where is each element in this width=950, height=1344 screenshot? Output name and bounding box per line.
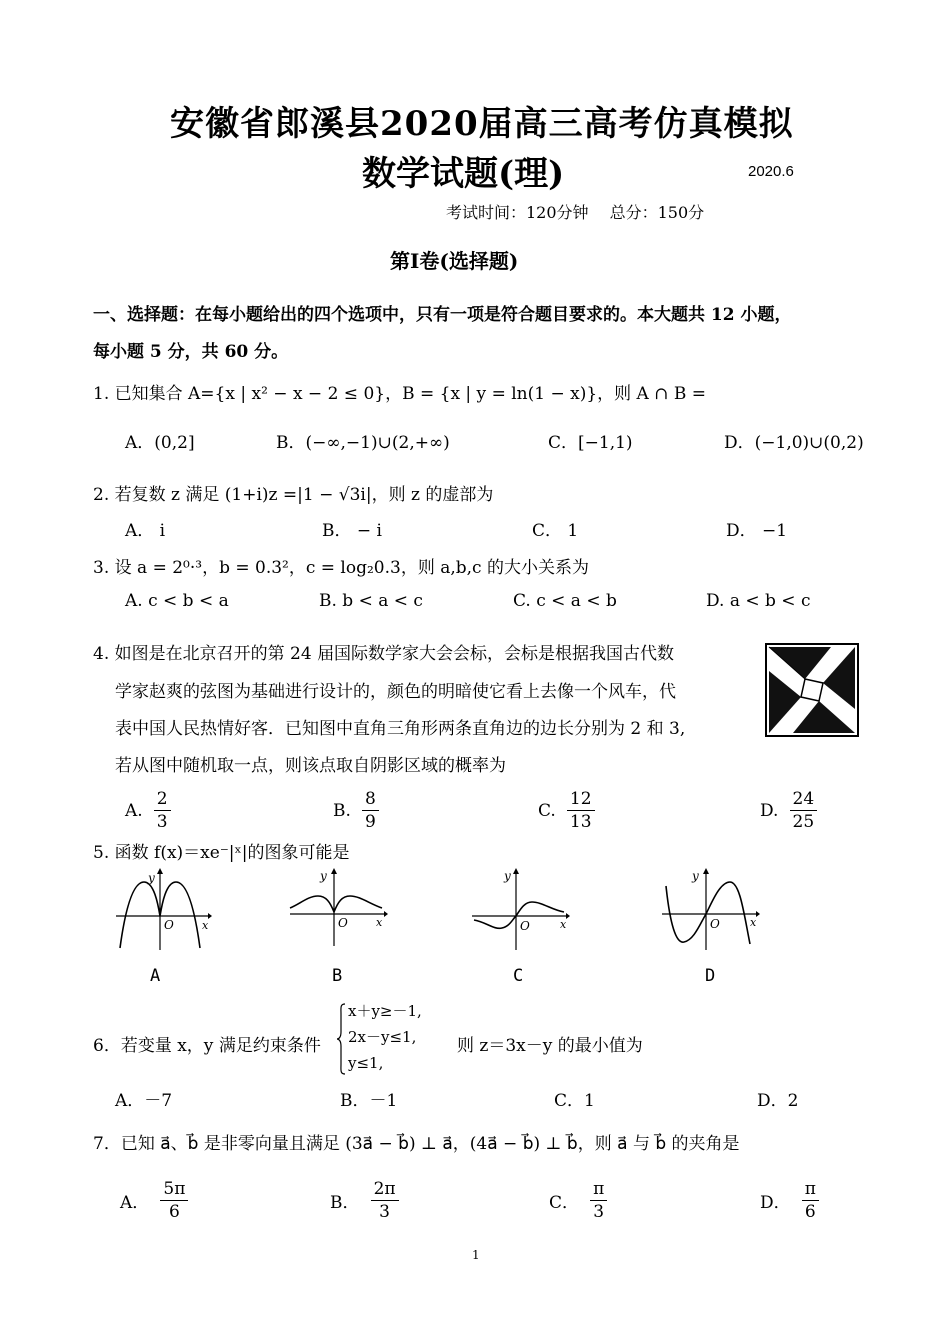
question-4-line-2: 学家赵爽的弦图为基础进行设计的，颜色的明暗使它看上去像一个风车，代 (115, 682, 676, 702)
question-5-label-c: C (513, 966, 524, 986)
question-5-graph-c (470, 864, 570, 954)
question-7-option-c: C． $\frac{\pi}{3}$ (549, 1178, 607, 1223)
graph-c-y-label: y (504, 869, 511, 883)
graph-a-x-label: x (202, 919, 209, 932)
question-6-brace (336, 1002, 346, 1076)
question-4-line-3: 表中国人民热情好客．已知图中直角三角形两条直角边的边长分别为 2 和 3, (115, 719, 686, 739)
question-3-option-b: B. b < a < c (319, 591, 423, 611)
question-1-option-b: B．(−∞,−1)∪(2,+∞) (276, 433, 450, 453)
question-2-option-a: A． i (125, 521, 166, 541)
question-1-option-d: D．(−1,0)∪(0,2) (724, 433, 864, 453)
question-6-option-d: D．2 (757, 1091, 799, 1111)
question-5-label-a: A (150, 966, 161, 986)
question-4-option-b: B. $\frac{8}{9}$ (333, 788, 379, 833)
question-2-stem: 2. 若复数 z 满足 (1+i)z =|1 − √3i|，则 z 的虚部为 (93, 485, 494, 505)
question-6-prefix: 6．若变量 x，y 满足约束条件 (93, 1036, 321, 1056)
graph-b-y-label: y (320, 869, 327, 883)
question-7-option-d: D． $\frac{\pi}{6}$ (760, 1178, 819, 1223)
icm-pinwheel-figure (765, 643, 859, 737)
question-7-stem: 7．已知 a⃗、b⃗ 是非零向量且满足 (3a⃗ − b⃗) ⊥ a⃗，(4a⃗ − b⃗) ⊥ b⃗，则 a⃗ 与 b⃗ 的夹角是 (93, 1134, 740, 1154)
question-5-stem: 5. 函数 f(x)＝xe⁻|ˣ|的图象可能是 (93, 843, 350, 863)
question-2-option-d: D． −1 (726, 521, 788, 541)
question-4-option-d: D. $\frac{24}{25}$ (760, 788, 817, 833)
question-6-constraint-3: y≤1, (348, 1054, 384, 1072)
question-6-option-b: B．－1 (340, 1091, 398, 1111)
document-subtitle: 数学试题(理) (362, 154, 565, 194)
question-6-option-c: C．1 (554, 1091, 595, 1111)
pinwheel-inner-square (801, 679, 823, 701)
exam-info: 考试时间：120分钟 总分：150分 (446, 203, 705, 222)
graph-b-x-label: x (376, 916, 383, 929)
question-3-stem: 3. 设 a = 2⁰·³，b = 0.3²，c = log₂0.3，则 a,b,c 的大小关系为 (93, 558, 589, 578)
instructions-line-2: 每小题 5 分，共 60 分。 (93, 342, 289, 362)
question-1-option-a: A．(0,2] (125, 433, 195, 453)
question-1-option-c: C．[−1,1) (548, 433, 633, 453)
section-title: 第Ⅰ卷(选择题) (390, 249, 519, 273)
exam-date: 2020.6 (748, 163, 794, 180)
graph-d-x-label: x (750, 916, 757, 929)
question-2-option-b: B． − i (322, 521, 382, 541)
question-7-option-b: B． $\frac{2\pi}{3}$ (330, 1178, 399, 1223)
question-3-option-d: D. a < b < c (706, 591, 811, 611)
question-6-constraint-2: 2x－y≤1, (348, 1028, 417, 1046)
question-4-line-1: 4. 如图是在北京召开的第 24 届国际数学家大会会标，会标是根据我国古代数 (93, 644, 675, 664)
question-2-option-c: C． 1 (532, 521, 579, 541)
question-1-stem: 1. 已知集合 A={x | x² − x − 2 ≤ 0}，B = {x | y = ln(1 − x)}，则 A ∩ B = (93, 384, 707, 404)
question-6-constraint-1: x＋y≥－1, (348, 1002, 422, 1020)
question-5-graph-d (660, 864, 760, 954)
question-6-suffix: 则 z＝3x－y 的最小值为 (457, 1036, 643, 1056)
page-number: 1 (472, 1248, 480, 1262)
question-3-option-c: C. c < a < b (513, 591, 617, 611)
question-5-label-d: D (705, 966, 716, 986)
graph-d-y-label: y (692, 869, 699, 883)
graph-b-origin-label: O (338, 916, 348, 930)
question-4-option-c: C. $\frac{12}{13}$ (538, 788, 595, 833)
question-5-graph-b (288, 864, 388, 954)
instructions-line-1: 一、选择题：在每小题给出的四个选项中，只有一项是符合题目要求的。本大题共 12 小题， (93, 305, 792, 325)
question-7-option-a: A． $\frac{5\pi}{6}$ (120, 1178, 188, 1223)
question-4-option-a: A. $\frac{2}{3}$ (125, 788, 171, 833)
question-5-graph-a (112, 864, 212, 954)
document-title: 安徽省郎溪县2020届高三高考仿真模拟 (170, 104, 794, 144)
question-6-option-a: A．－7 (115, 1091, 173, 1111)
graph-a-y-label: y (148, 871, 155, 885)
question-5-label-b: B (332, 966, 343, 986)
question-4-line-4: 若从图中随机取一点，则该点取自阴影区域的概率为 (115, 756, 506, 776)
graph-d-origin-label: O (710, 917, 720, 931)
graph-c-origin-label: O (520, 919, 530, 933)
graph-c-x-label: x (560, 918, 567, 931)
graph-a-origin-label: O (164, 918, 174, 932)
question-3-option-a: A. c < b < a (125, 591, 229, 611)
